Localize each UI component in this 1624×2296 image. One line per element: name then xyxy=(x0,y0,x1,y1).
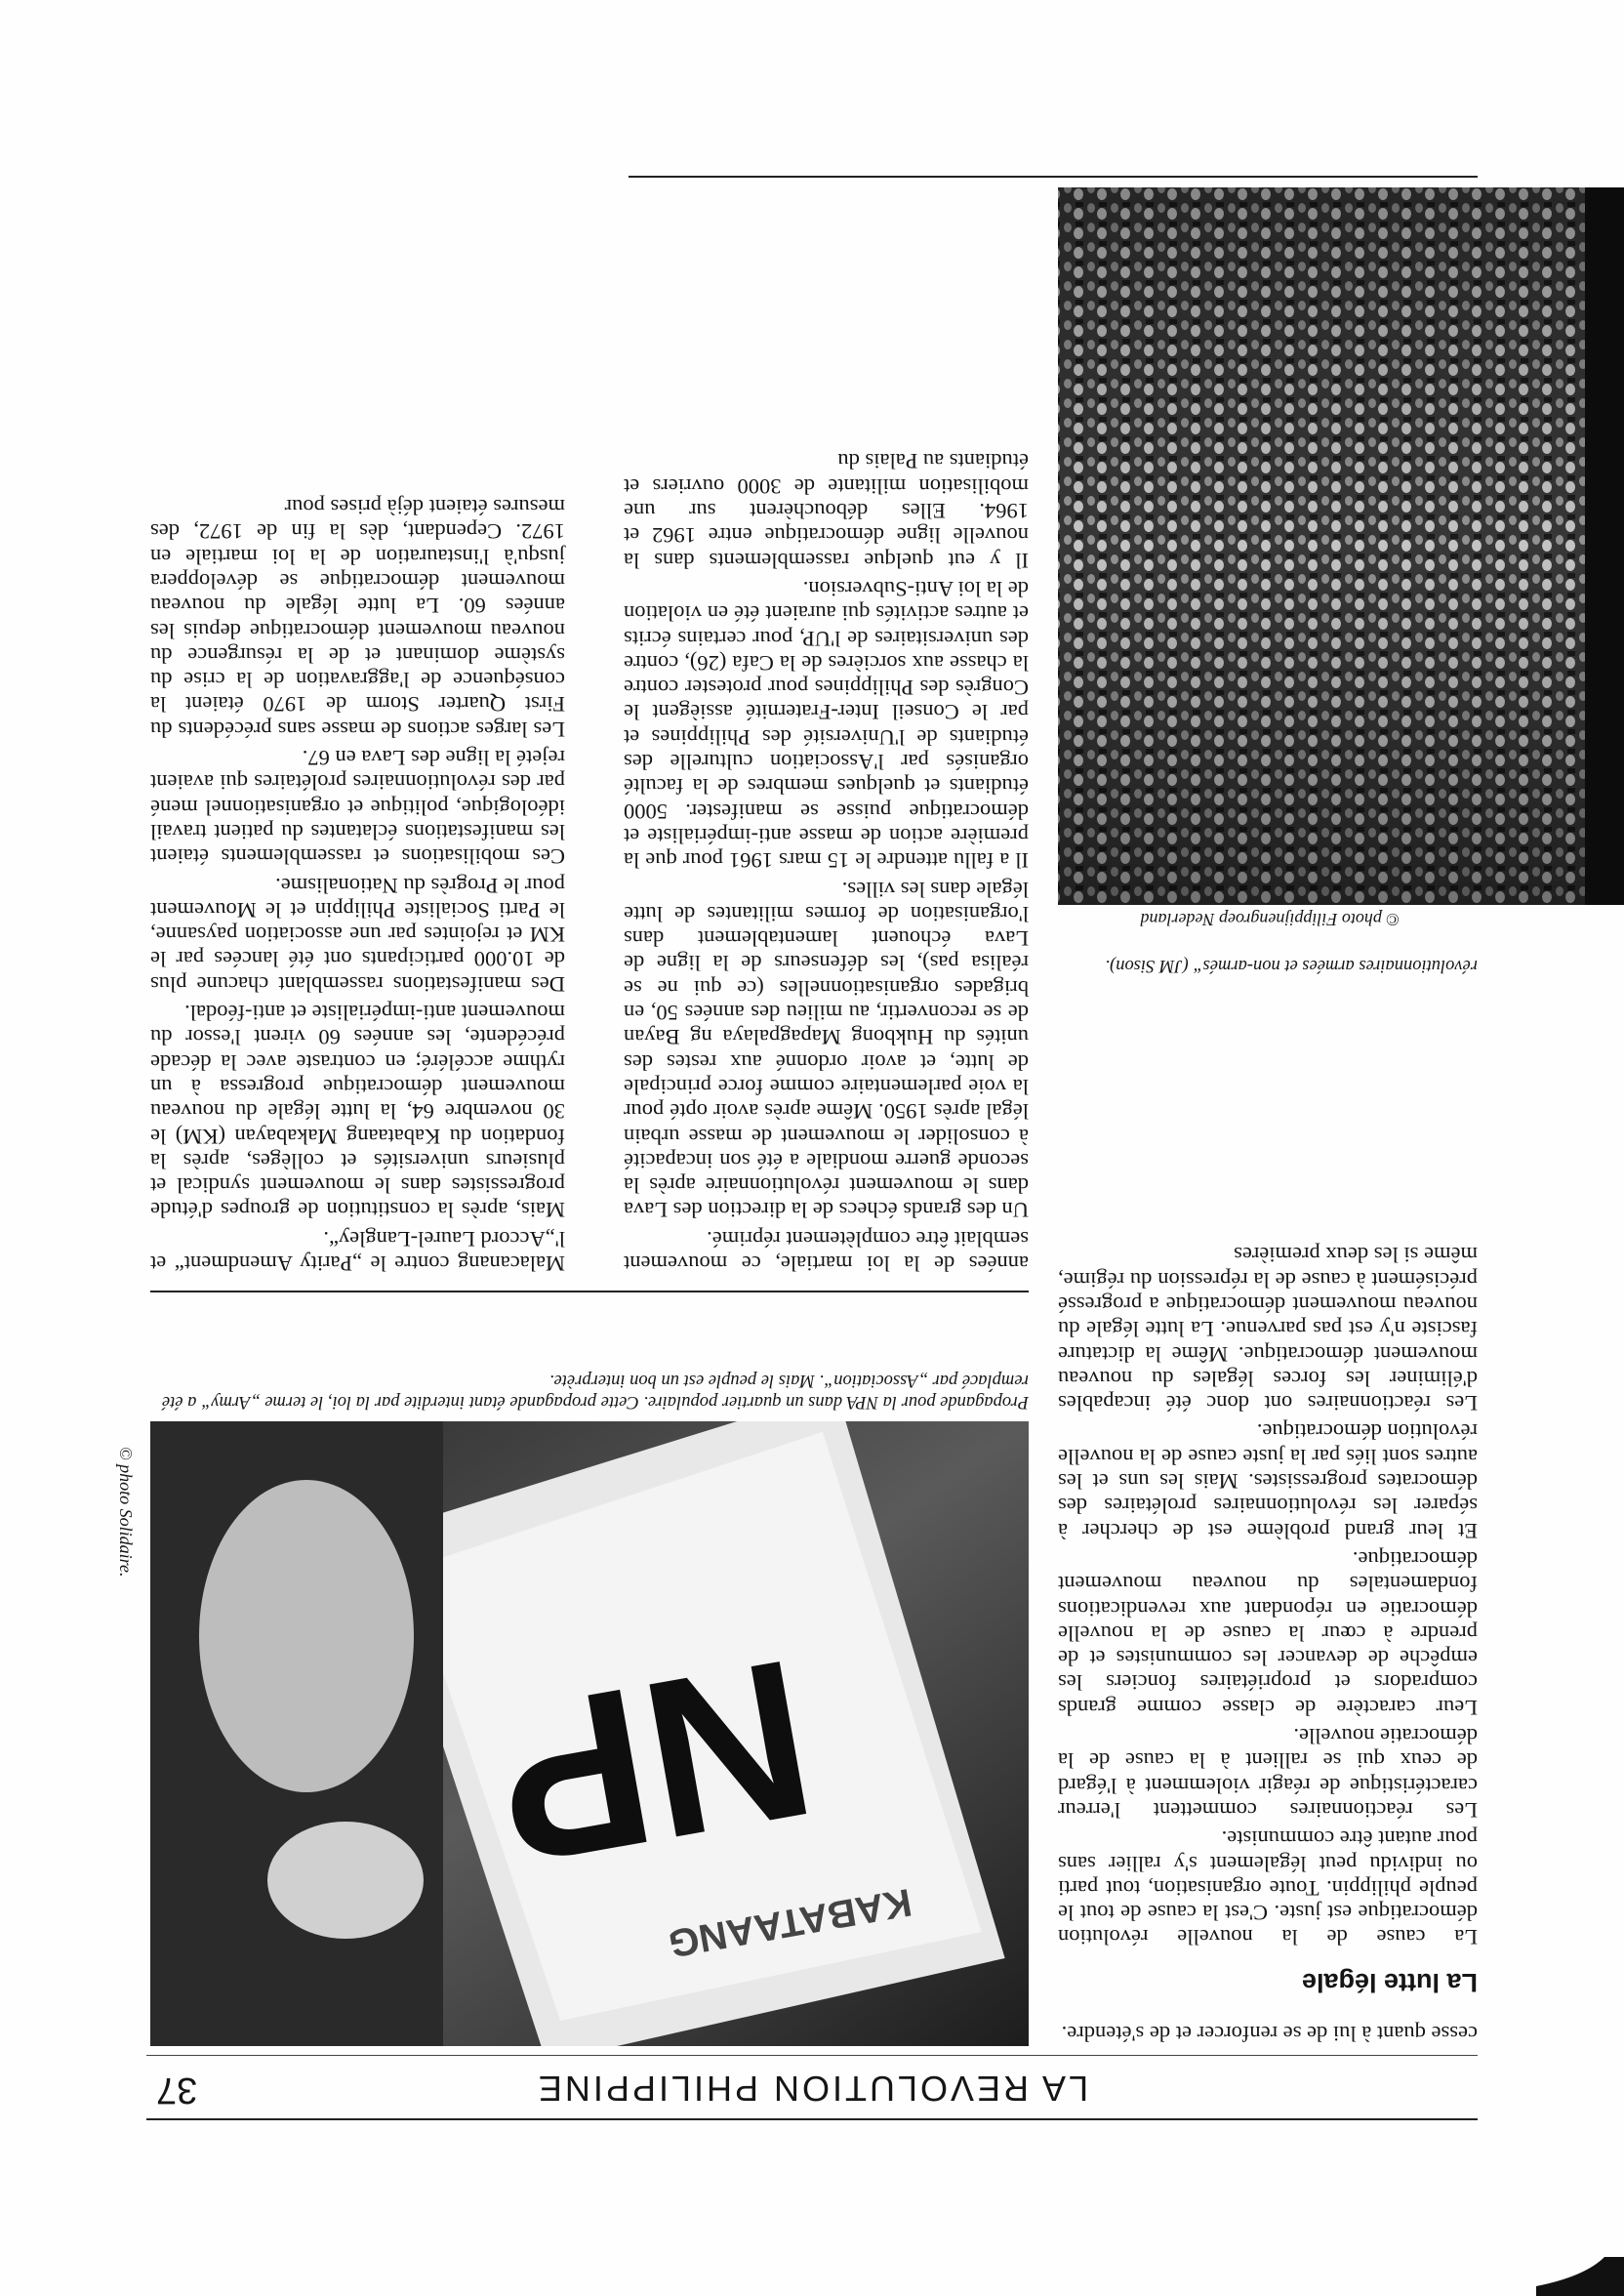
column-middle xyxy=(624,445,1029,1276)
paragraph: Les larges actions de masse sans précédents du First Quarter Storm de 1970 étaient la conséquence de l'aggravation de la crise du système dominant et de la résurgence du nouveau mouvement démocratique depuis les années 60. La lutte légale du nouveau mouvement démocratique se développera jusqu'à l'instauration de la loi martiale en 1972. Cependant, dès la fin de 1972, des mesures étaient déjà prises pour xyxy=(150,495,565,742)
svg-text:KABATAANG: KABATAANG xyxy=(665,1879,915,1965)
photo-crowd-image xyxy=(1058,187,1624,905)
paragraph: Mais, après la constitution de groupes d'étude progressistes dans le mouvement syndical et plusieurs universités et collèges, après la fondation du Kabataang Makabayan (KM) le 30 novembre 64, la lutte légale du nouveau mouvement démocratique progressa à un rythme accéléré; en contraste avec la décade précédente, les années 60 virent l'essor du mouvement anti-impérialiste et anti-féodal. xyxy=(150,1001,565,1223)
paragraph: Un des grands échecs de la direction des Lava dans le mouvement révolutionnaire après la seconde guerre mondiale a été son incapacité à consolider le mouvement de masse urbain légal après 1950. Même après avoir opté pour la voie parlementaire comme force principale de lutte, et avoir ordonné aux restes des unités du Hukbong Mapagpalaya ng Bayan de se reconvertir, au milieu des années 50, en brigades organisationnelles (ce qui ne se réalisa pas), les défenseurs de la ligne de Lava échouent lamentablement dans l'organisation de formes militantes de lutte légale dans les villes. xyxy=(624,877,1029,1223)
svg-text:NP: NP xyxy=(478,1612,830,1913)
column-left xyxy=(1058,1239,1478,2046)
paragraph: Ces mobilisations et rassemblements étaient les manifestations éclatantes du patient travail idéologique, politique et organisationnel mené par des révolutionnaires prolétaires qui avaient rejeté la ligne des Lava en 67. xyxy=(150,746,565,870)
running-header xyxy=(146,2055,1478,2120)
bottom-rule xyxy=(629,176,1478,178)
paragraph: Leur caractère de classe comme grands compradors et propriétaires fonciers les empêche de devancer les communistes et de prendre à cœur la cause de la nouvelle démocratie en répondant aux revendications fondamentales du nouveau mouvement démocratique. xyxy=(1058,1546,1478,1720)
photo-npa-image xyxy=(150,1421,1029,2046)
photo-credit-2: © photo Filippijnengroep Nederland xyxy=(1140,910,1400,929)
paragraph: Il a fallu attendre le 15 mars 1961 pour que la première action de masse anti-impérialiste et démocratique puisse se manifester. 5000 étudiants et quelques membres de la faculté organisés par l'Association culturelle des étudiants de l'Université des Philippines et par le Conseil Inter-Fraternité assiègent le Congrès des Philippines pour protester contre la chasse aux sorcières de la Cafa (26), contre des universitaires de l'UP, pour certains écrits et autres activités qui auraient été en violation de la loi Anti-Subversion. xyxy=(624,576,1029,874)
paragraph: Malacanang contre le „Parity Amendment“ et l'„Accord Laurel-Langley“. xyxy=(150,1226,565,1276)
photo-credit: © photo Solidaire. xyxy=(116,1447,136,1578)
paragraph: années de la loi martiale, ce mouvement semblait être complètement réprimé. xyxy=(624,1226,1029,1276)
photo-crowd xyxy=(1058,187,1624,905)
photo-caption-2: révolutionnaires armées et non-armés“ (JM Sison). xyxy=(1105,956,1478,975)
column-right xyxy=(150,491,565,1276)
paragraph: La cause de la nouvelle révolution démocratique est juste. C'est la cause de tout le peuple philippin. Toute organisation, tout parti ou individu peut légalement s'y rallier sans pour autant être communiste. xyxy=(1058,1826,1478,1950)
running-title: LA REVOLUTION PHILIPPINE xyxy=(535,2069,1089,2109)
section-heading: La lutte légale xyxy=(1301,1967,1478,1997)
paragraph: Des manifestations rassemblant chacune plus de 10.000 participants ont été lancées par le KM et rejointes par une association paysanne, le Parti Socialiste Philippin et le Mouvement pour le Progrès du Nationalisme. xyxy=(150,873,565,997)
paragraph: Et leur grand problème est de chercher à séparer les révolutionnaires prolétaires des démocrates progressistes. Mais les uns et les autres sont liés par la juste cause de la nouvelle révolution démocratique. xyxy=(1058,1419,1478,1543)
photo-caption: Propagande pour la NPA dans un quartier populaire. Cette propagande étant interdite par la loi, le terme „Army“ a été remplacé par „Association“. Mais le peuple est un bon interprète. xyxy=(161,1371,1029,1412)
paragraph: Les réactionnaires ont donc été incapables d'éliminer les forces légales du nouveau mouvement démocratique. Même la dictature fasciste n'y est pas parvenue. La lutte légale du nouveau mouvement démocratique a progressé précisément à cause de la répression du régime, même si les deux premières xyxy=(1058,1243,1478,1416)
photo-npa-propaganda xyxy=(150,1421,1029,2046)
paragraph: Il y eut quelque rassemblements dans la nouvelle ligne démocratique entre 1962 et 1964. Elles débouchèrent sur une mobilisation militante de 3000 ouvriers et étudiants au Palais du xyxy=(624,449,1029,573)
corner-mark xyxy=(1536,2257,1624,2296)
paragraph: Les réactionnaires commettent l'erreur caractéristique de réagir violemment à l'égard de ceux qui se rallient à la cause de la démocratie nouvelle. xyxy=(1058,1724,1478,1823)
divider-rule xyxy=(150,1291,1029,1292)
intro-paragraph: cesse quant à lui de se renforcer et de s'étendre. xyxy=(1061,2022,1478,2046)
page-number: 37 xyxy=(156,2070,198,2111)
